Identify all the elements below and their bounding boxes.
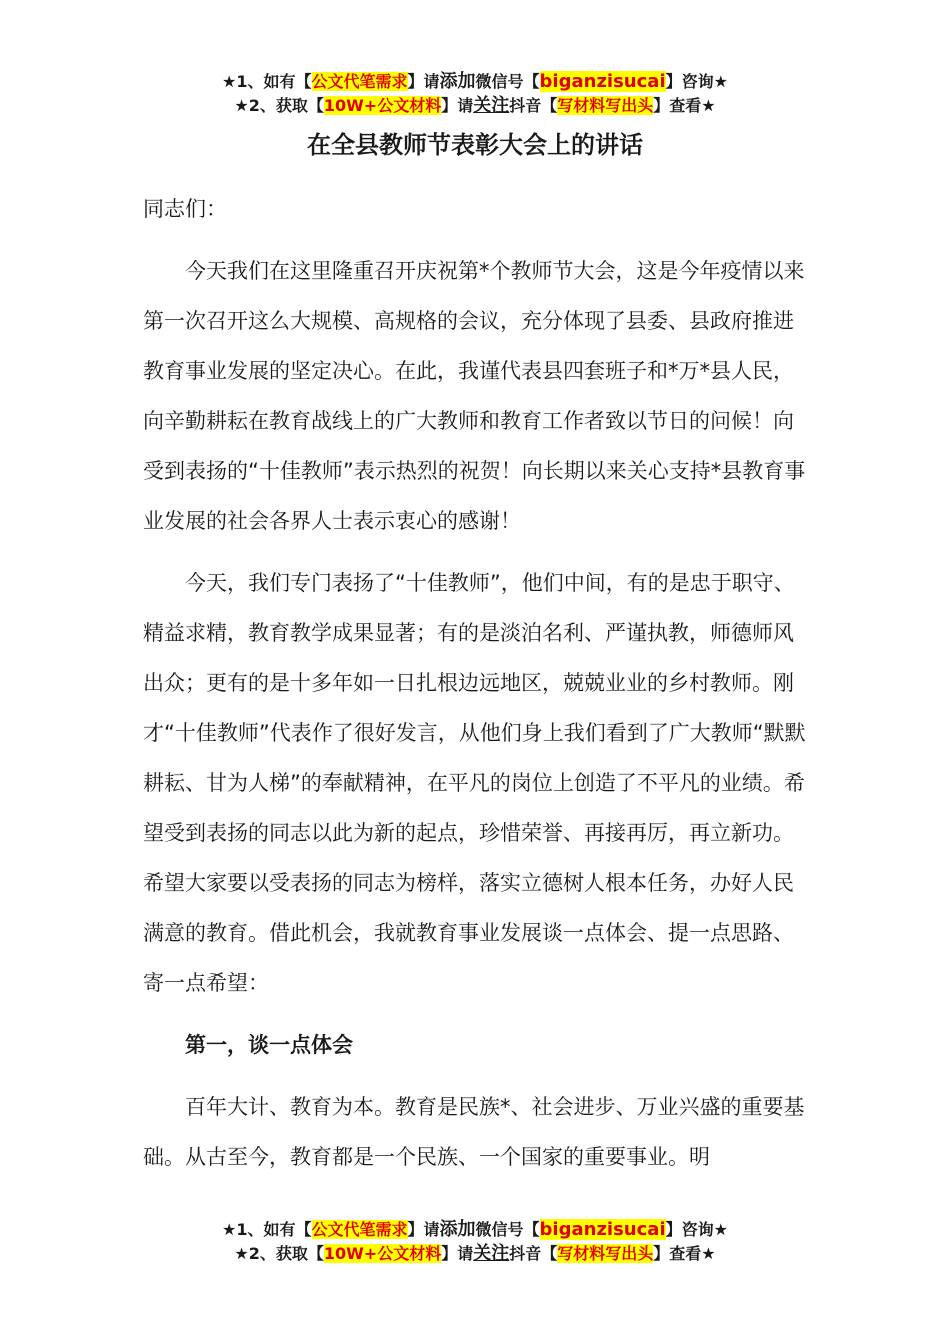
promo-line-2: ★2、获取【10W+公文材料】请关注抖音【写材料写出头】查看★ [234,1243,716,1264]
document-body [143,184,811,1182]
highlight-wechat-id: biganzisucai [539,71,666,92]
promo-line-1: ★1、如有【公文代笔需求】请添加微信号【biganzisucai】咨询★ [222,1219,728,1240]
salutation: 同志们： [143,197,227,221]
section-heading-1: 第一，谈一点体会 [185,1033,353,1057]
promo-banner-top [0,70,950,118]
paragraph-1: 今天我们在这里隆重召开庆祝第*个教师节大会，这是今年疫情以来第一次召开这么大规模、高规格的会议，充分体现了县委、县政府推进教育事业发展的坚定决心。在此，我谨代表县四套班子和*万*县人民，向辛勤耕耘在教育战线上的广大教师和教育工作者致以节日的问候！向受到表扬的“十佳教师”表示热烈的祝贺！向长期以来关心支持*县教育事业发展的社会各界人士表示衷心的感谢！ [143,259,806,533]
promo-line-1: ★1、如有【公文代笔需求】请添加微信号【biganzisucai】咨询★ [222,71,728,92]
promo-line-2: ★2、获取【10W+公文材料】请关注抖音【写材料写出头】查看★ [234,95,716,116]
highlight-service: 公文代笔需求 [311,1220,408,1239]
highlight-materials: 10W+公文材料 [323,96,442,115]
highlight-wechat-id: biganzisucai [539,1219,666,1240]
document-title: 在全县教师节表彰大会上的讲话 [307,131,643,159]
promo-banner-bottom [0,1218,950,1266]
highlight-materials: 10W+公文材料 [323,1244,442,1263]
paragraph-2: 今天，我们专门表扬了“十佳教师”，他们中间，有的是忠于职守、精益求精，教育教学成果显著；有的是淡泊名利、严谨执教，师德师风出众；更有的是十多年如一日扎根边远地区，兢兢业业的乡村教师。刚才“十佳教师”代表作了很好发言，从他们身上我们看到了广大教师“默默耕耘、甘为人梯”的奉献精神，在平凡的岗位上创造了不平凡的业绩。希望受到表扬的同志以此为新的起点，珍惜荣誉、再接再厉，再立新功。希望大家要以受表扬的同志为榜样，落实立德树人根本任务，办好人民满意的教育。借此机会，我就教育事业发展谈一点体会、提一点思路、寄一点希望： [143,571,806,995]
highlight-service: 公文代笔需求 [311,72,408,91]
paragraph-3: 百年大计、教育为本。教育是民族*、社会进步、万业兴盛的重要基础。从古至今，教育都是一个民族、一个国家的重要事业。明 [143,1095,805,1169]
highlight-douyin-account: 写材料写出头 [557,1244,654,1263]
highlight-douyin-account: 写材料写出头 [557,96,654,115]
